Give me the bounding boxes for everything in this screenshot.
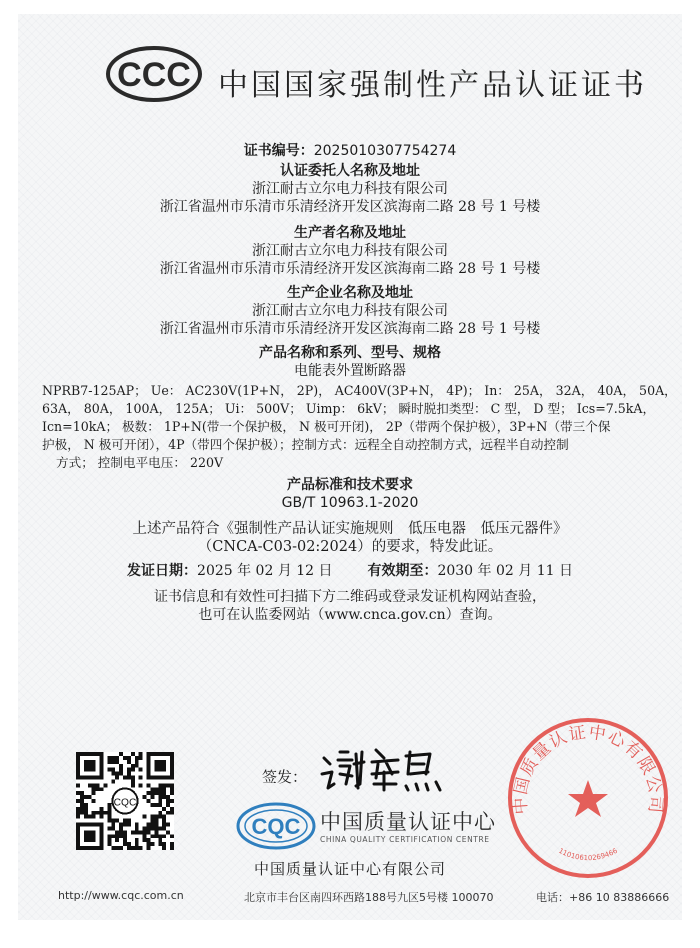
signature-label: 签发： (262, 768, 308, 786)
issue-date-value: 2025 年 02 月 12 日 (197, 563, 333, 579)
factory-heading: 生产企业名称及地址 (287, 285, 413, 301)
svg-text:CQC: CQC (113, 797, 137, 809)
manufacturer-address: 浙江省温州市乐清市乐清经济开发区滨海南二路 28 号 1 号楼 (159, 261, 541, 277)
spec-line: Icn=10kA； 极数： 1P+N(带一个保护极， N 极可开闭)， 2P（带两个保护极），3P+N（带三个保 (42, 419, 611, 434)
cqc-name-en: CHINA QUALITY CERTIFICATION CENTRE (320, 835, 490, 844)
footer-website[interactable]: http://www.cqc.com.cn (58, 889, 184, 902)
spec-line: 护极， N 极可开闭），4P（带四个保护极）；控制方式：远程全自动控制方式，远程半自动控制 (42, 437, 569, 452)
certificate-title: 中国国家强制性产品认证证书 (218, 68, 647, 103)
issue-date-label: 发证日期： (127, 563, 198, 579)
spec-line: 63A， 80A， 100A， 125A； Ui： 500V； Uimp： 6kV； 瞬时脱扣类型： C 型， D 型； Ics=7.5kA， (42, 401, 656, 416)
ccc-logo-letters: CCC (117, 56, 191, 94)
certificate-page (18, 14, 682, 920)
cert-no-label: 证书编号： (243, 143, 314, 159)
seal-text: 中国质量认证中心有限公司 (510, 722, 666, 816)
handwritten-signature (318, 744, 478, 794)
compliance-statement-line2: （CNCA-C03-02:2024）的要求，特发此证。 (197, 539, 503, 555)
manufacturer-heading: 生产者名称及地址 (294, 225, 406, 241)
product-spec (42, 382, 682, 472)
cqc-logo (236, 800, 316, 852)
verification-notice-line1: 证书信息和有效性可扫描下方二维码或登录发证机构网站查验， (154, 589, 546, 605)
factory-address: 浙江省温州市乐清市乐清经济开发区滨海南二路 28 号 1 号楼 (159, 321, 541, 337)
applicant-address: 浙江省温州市乐清市乐清经济开发区滨海南二路 28 号 1 号楼 (159, 199, 541, 215)
issuer-name: 中国质量认证中心有限公司 (253, 860, 446, 878)
verification-notice-line2: 也可在认监委网站（www.cnca.gov.cn）查询。 (198, 607, 502, 623)
product-name: 电能表外置断路器 (294, 363, 406, 379)
cqc-logo-letters: CQC (251, 814, 301, 839)
dates-row (18, 562, 682, 580)
certificate-number (18, 142, 682, 160)
compliance-statement-line1: 上述产品符合《强制性产品认证实施规则 低压电器 低压元器件》 (132, 521, 568, 537)
factory-name: 浙江耐古立尔电力科技有限公司 (252, 303, 448, 319)
ccc-logo (106, 46, 202, 102)
cert-no-value: 2025010307754274 (313, 143, 457, 159)
applicant-heading: 认证委托人名称及地址 (280, 163, 420, 179)
standard-heading: 产品标准和技术要求 (287, 477, 413, 493)
seal-number: 11010610269466 (557, 846, 619, 863)
footer-phone: 电话：+86 10 83886666 (536, 891, 670, 904)
qr-code[interactable] (76, 752, 174, 850)
expiry-date-value: 2030 年 02 月 11 日 (437, 563, 573, 579)
cqc-name-cn: 中国质量认证中心 (320, 810, 496, 834)
product-heading: 产品名称和系列、型号、规格 (259, 345, 441, 361)
spec-line: 方式； 控制电平电压： 220V (56, 455, 224, 470)
spec-line: NPRB7-125AP； Ue： AC230V(1P+N， 2P)， AC400V(3P+N， 4P)； In： 25A， 32A， 40A， 50A， (42, 383, 677, 398)
footer-address: 北京市丰台区南四环西路188号九区5号楼 100070 (244, 891, 494, 904)
applicant-name: 浙江耐古立尔电力科技有限公司 (252, 181, 448, 197)
official-seal (506, 716, 670, 880)
manufacturer-name: 浙江耐古立尔电力科技有限公司 (252, 243, 448, 259)
standard-value: GB/T 10963.1-2020 (281, 495, 419, 511)
expiry-date-label: 有效期至： (367, 563, 438, 579)
